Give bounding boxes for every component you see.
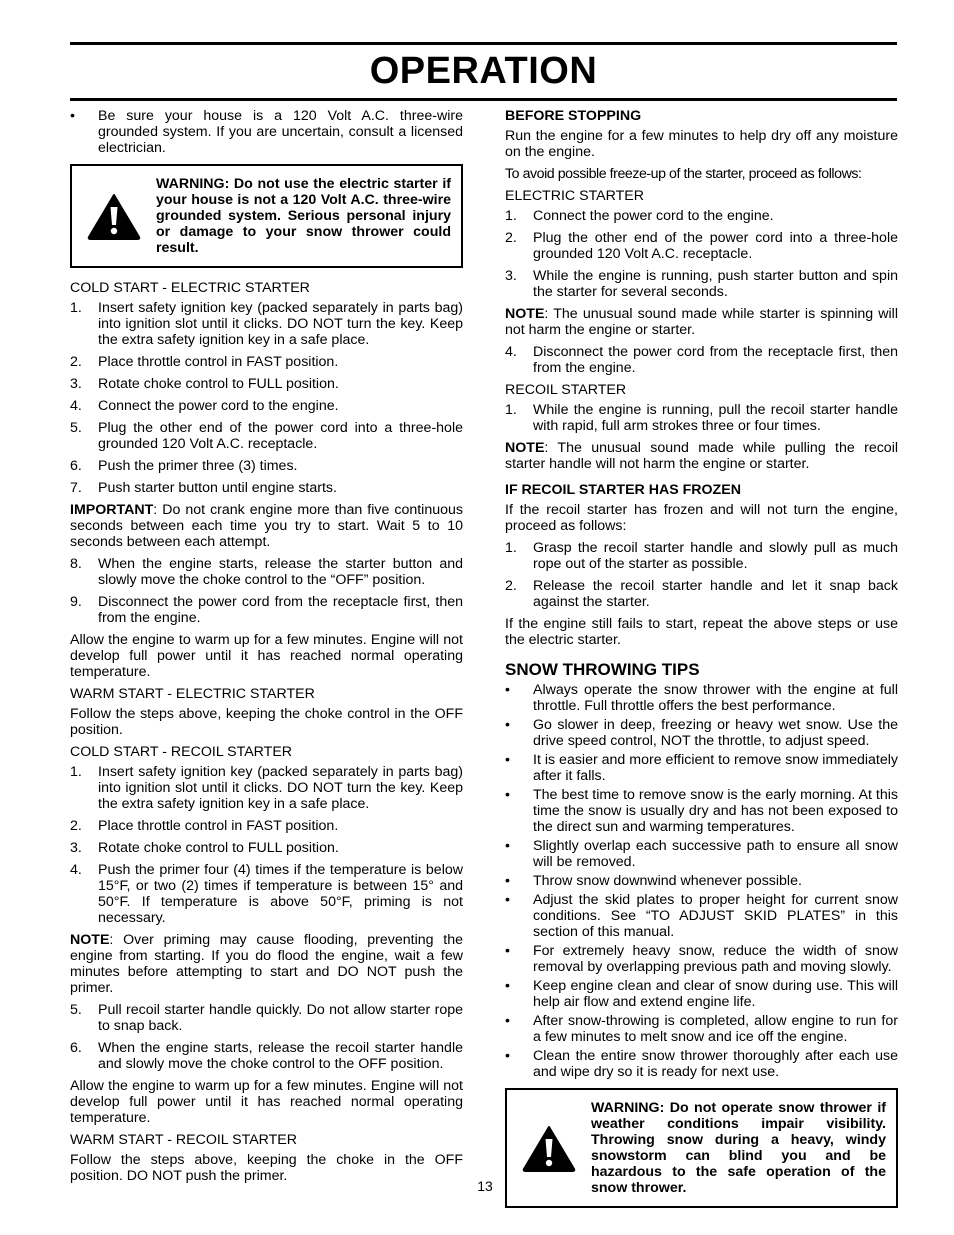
step-number: 1. bbox=[70, 300, 82, 316]
important-note: IMPORTANT: Do not crank engine more than five continuous seconds between each time you try to start. Wait 5 to 10 seconds between each attempt. bbox=[70, 502, 463, 550]
intro-bullet: • Be sure your house is a 120 Volt A.C. three-wire grounded system. If you are uncertain, consult a licensed electrician. bbox=[70, 108, 463, 156]
left-column bbox=[70, 108, 463, 1190]
spinning-note: NOTE: The unusual sound made while starter is spinning will not harm the engine or starter. bbox=[505, 306, 898, 338]
step-text: Place throttle control in FAST position. bbox=[98, 818, 339, 834]
list-item bbox=[70, 458, 463, 474]
bullet-mark: • bbox=[505, 752, 510, 768]
warning-text: WARNING: Do not use the electric starter if your house is not a 120 Volt A.C. three-wire grounded system. Serious personal injury or damage to your snow thrower could result. bbox=[156, 176, 451, 256]
bullet-mark: • bbox=[505, 1048, 510, 1064]
list-item bbox=[70, 376, 463, 392]
step-number: 1. bbox=[505, 402, 517, 418]
list-item bbox=[505, 402, 898, 434]
frozen-outro: If the engine still fails to start, repeat the above steps or use the electric starter. bbox=[505, 616, 898, 648]
step-number: 3. bbox=[70, 376, 82, 392]
step-number: 6. bbox=[70, 458, 82, 474]
warm-up-paragraph: Allow the engine to warm up for a few minutes. Engine will not develop full power until it has reached normal operating temperature. bbox=[70, 632, 463, 680]
list-item bbox=[70, 354, 463, 370]
recoil-note: NOTE: The unusual sound made while pulling the recoil starter handle will not harm the engine or starter. bbox=[505, 440, 898, 472]
cold-start-recoil-heading: COLD START - RECOIL STARTER bbox=[70, 744, 293, 760]
list-item bbox=[505, 344, 898, 376]
list-item bbox=[70, 556, 463, 588]
warm-start-recoil-heading: WARM START - RECOIL STARTER bbox=[70, 1132, 298, 1148]
step-number: 2. bbox=[70, 818, 82, 834]
step-text: Plug the other end of the power cord into a three-hole grounded 120 Volt A.C. receptacle. bbox=[98, 420, 463, 452]
list-item bbox=[505, 540, 898, 572]
step-text: Insert safety ignition key (packed separately in parts bag) into ignition slot until it clicks. DO NOT turn the key. Keep the extra safety ignition key in a safe place. bbox=[98, 300, 463, 348]
bullet-mark: • bbox=[505, 892, 510, 908]
tip-text: Throw snow downwind whenever possible. bbox=[533, 873, 802, 889]
step-text: Grasp the recoil starter handle and slowly pull as much rope out of the starter as possible. bbox=[533, 540, 898, 572]
priming-note: NOTE: Over priming may cause flooding, preventing the engine from starting. If you do flood the engine, wait a few minutes before attempting to start and DO NOT push the primer. bbox=[70, 932, 463, 996]
list-item bbox=[505, 787, 898, 835]
step-number: 2. bbox=[505, 578, 517, 594]
step-text: Rotate choke control to FULL position. bbox=[98, 840, 339, 856]
step-text: When the engine starts, release the starter button and slowly move the choke control to the “OFF” position. bbox=[98, 556, 463, 588]
tip-text: Go slower in deep, freezing or heavy wet snow. Use the drive speed control, NOT the throttle, to adjust speed. bbox=[533, 717, 898, 749]
step-text: Disconnect the power cord from the receptacle first, then from the engine. bbox=[533, 344, 898, 376]
electric-starter-warning-box bbox=[70, 164, 463, 268]
step-number: 3. bbox=[505, 268, 517, 284]
list-item bbox=[505, 978, 898, 1010]
step-text: Disconnect the power cord from the receptacle first, then from the engine. bbox=[98, 594, 463, 626]
frozen-starter-heading: IF RECOIL STARTER HAS FROZEN bbox=[505, 482, 741, 498]
electric-starter-steps bbox=[505, 208, 898, 300]
warning-text: WARNING: Do not operate snow thrower if weather conditions impair visibility. Throwing snow during a heavy, windy snowstorm can blind you and be hazardous to the safe operation of the snow thrower. bbox=[591, 1100, 886, 1196]
snow-throwing-tips-list bbox=[505, 682, 898, 1080]
list-item bbox=[70, 764, 463, 812]
electric-starter-heading: ELECTRIC STARTER bbox=[505, 188, 645, 204]
step-number: 9. bbox=[70, 594, 82, 610]
tip-text: Always operate the snow thrower with the engine at full throttle. Full throttle offers the best performance. bbox=[533, 682, 898, 714]
warm-start-electric-text: Follow the steps above, keeping the choke control in the OFF position. bbox=[70, 706, 463, 738]
list-item bbox=[505, 892, 898, 940]
frozen-starter-steps bbox=[505, 540, 898, 610]
bullet-mark: • bbox=[505, 978, 510, 994]
step-text: Plug the other end of the power cord into a three-hole grounded 120 Volt A.C. receptacle. bbox=[533, 230, 898, 262]
list-item bbox=[70, 862, 463, 926]
bullet-mark: • bbox=[505, 838, 510, 854]
step-text: Push the primer four (4) times if the temperature is below 15°F, or two (2) times if temperature is between 15° and 50°F. If temperature is above 50°F, priming is not necessary. bbox=[98, 862, 463, 926]
recoil-starter-heading: RECOIL STARTER bbox=[505, 382, 627, 398]
top-rule bbox=[70, 42, 897, 45]
warm-up-paragraph-recoil: Allow the engine to warm up for a few minutes. Engine will not develop full power until it has reached normal operating temperature. bbox=[70, 1078, 463, 1126]
step-text: Push the primer three (3) times. bbox=[98, 458, 298, 474]
step-number: 8. bbox=[70, 556, 82, 572]
visibility-warning-box bbox=[505, 1088, 898, 1208]
list-item bbox=[70, 300, 463, 348]
bullet-mark: • bbox=[505, 717, 510, 733]
warm-start-recoil-text: Follow the steps above, keeping the choke in the OFF position. DO NOT push the primer. bbox=[70, 1152, 463, 1184]
list-item bbox=[505, 873, 898, 889]
step-text: When the engine starts, release the recoil starter handle and slowly move the choke control to the OFF position. bbox=[98, 1040, 463, 1072]
cold-start-recoil-steps bbox=[70, 764, 463, 926]
step-text: Pull recoil starter handle quickly. Do not allow starter rope to snap back. bbox=[98, 1002, 463, 1034]
tip-text: For extremely heavy snow, reduce the width of snow removal by overlapping previous path and moving slowly. bbox=[533, 943, 898, 975]
list-item bbox=[505, 682, 898, 714]
cold-start-electric-heading: COLD START - ELECTRIC STARTER bbox=[70, 280, 310, 296]
list-item bbox=[70, 1040, 463, 1072]
list-item bbox=[70, 1002, 463, 1034]
tip-text: It is easier and more efficient to remove snow immediately after it falls. bbox=[533, 752, 898, 784]
step-text: Place throttle control in FAST position. bbox=[98, 354, 339, 370]
step-number: 5. bbox=[70, 1002, 82, 1018]
bullet-mark: • bbox=[505, 682, 510, 698]
list-item bbox=[70, 420, 463, 452]
before-stopping-paragraph: Run the engine for a few minutes to help dry off any moisture on the engine. bbox=[505, 128, 898, 160]
step-text: Insert safety ignition key (packed separately in parts bag) into ignition slot until it clicks. DO NOT turn the key. Keep the extra safety ignition key in a safe place. bbox=[98, 764, 463, 812]
warm-start-electric-heading: WARM START - ELECTRIC STARTER bbox=[70, 686, 315, 702]
list-item bbox=[70, 818, 463, 834]
list-item bbox=[505, 1013, 898, 1045]
page-title: OPERATION bbox=[369, 50, 598, 92]
step-number: 1. bbox=[70, 764, 82, 780]
before-stopping-heading: BEFORE STOPPING bbox=[505, 108, 642, 124]
list-item bbox=[505, 208, 898, 224]
tip-text: The best time to remove snow is the early morning. At this time the snow is usually dry and has not been exposed to the direct sun and warming temperatures. bbox=[533, 787, 898, 835]
step-text: Connect the power cord to the engine. bbox=[533, 208, 774, 224]
step-number: 6. bbox=[70, 1040, 82, 1056]
list-item bbox=[505, 943, 898, 975]
step-text: Release the recoil starter handle and let it snap back against the starter. bbox=[533, 578, 898, 610]
step-number: 5. bbox=[70, 420, 82, 436]
right-column bbox=[505, 108, 898, 1220]
step-text: While the engine is running, pull the recoil starter handle with rapid, full arm strokes three or four times. bbox=[533, 402, 898, 434]
list-item bbox=[505, 578, 898, 610]
list-item bbox=[70, 398, 463, 414]
list-item bbox=[70, 480, 463, 496]
tip-text: Clean the entire snow thrower thoroughly after each use and wipe dry so it is ready for next use. bbox=[533, 1048, 898, 1080]
step-number: 4. bbox=[70, 398, 82, 414]
frozen-intro: If the recoil starter has frozen and will not turn the engine, proceed as follows: bbox=[505, 502, 898, 534]
step-text: Push starter button until engine starts. bbox=[98, 480, 337, 496]
step-number: 3. bbox=[70, 840, 82, 856]
freeze-up-paragraph: To avoid possible freeze-up of the starter, proceed as follows: bbox=[505, 166, 862, 182]
step-number: 1. bbox=[505, 208, 517, 224]
step-number: 7. bbox=[70, 480, 82, 496]
warning-triangle-icon bbox=[72, 192, 156, 240]
bullet-mark: • bbox=[70, 108, 75, 124]
step-number: 2. bbox=[70, 354, 82, 370]
page-number: 13 bbox=[477, 1178, 493, 1194]
snow-throwing-tips-heading: SNOW THROWING TIPS bbox=[505, 660, 700, 679]
cold-start-electric-steps-continued bbox=[70, 556, 463, 626]
step-text: Rotate choke control to FULL position. bbox=[98, 376, 339, 392]
step-number: 4. bbox=[505, 344, 517, 360]
electric-starter-steps-continued bbox=[505, 344, 898, 376]
cold-start-electric-steps bbox=[70, 300, 463, 496]
bullet-mark: • bbox=[505, 787, 510, 803]
bullet-mark: • bbox=[505, 873, 510, 889]
bullet-mark: • bbox=[505, 943, 510, 959]
step-number: 1. bbox=[505, 540, 517, 556]
list-item bbox=[505, 752, 898, 784]
list-item bbox=[505, 230, 898, 262]
list-item bbox=[505, 717, 898, 749]
warning-triangle-icon bbox=[507, 1124, 591, 1172]
tip-text: Keep engine clean and clear of snow during use. This will help air flow and extend engine life. bbox=[533, 978, 898, 1010]
list-item bbox=[505, 838, 898, 870]
bullet-mark: • bbox=[505, 1013, 510, 1029]
list-item bbox=[505, 1048, 898, 1080]
tip-text: After snow-throwing is completed, allow engine to run for a few minutes to melt snow and ice off the engine. bbox=[533, 1013, 898, 1045]
tip-text: Slightly overlap each successive path to ensure all snow will be removed. bbox=[533, 838, 898, 870]
step-number: 2. bbox=[505, 230, 517, 246]
list-item bbox=[70, 840, 463, 856]
recoil-starter-steps bbox=[505, 402, 898, 434]
list-item bbox=[70, 594, 463, 626]
step-text: Connect the power cord to the engine. bbox=[98, 398, 339, 414]
list-item bbox=[505, 268, 898, 300]
title-underline-rule bbox=[70, 98, 897, 101]
step-text: While the engine is running, push starter button and spin the starter for several seconds. bbox=[533, 268, 898, 300]
cold-start-recoil-steps-continued bbox=[70, 1002, 463, 1072]
tip-text: Adjust the skid plates to proper height for current snow conditions. See “TO ADJUST SKID PLATES” in this section of this manual. bbox=[533, 892, 898, 940]
step-number: 4. bbox=[70, 862, 82, 878]
